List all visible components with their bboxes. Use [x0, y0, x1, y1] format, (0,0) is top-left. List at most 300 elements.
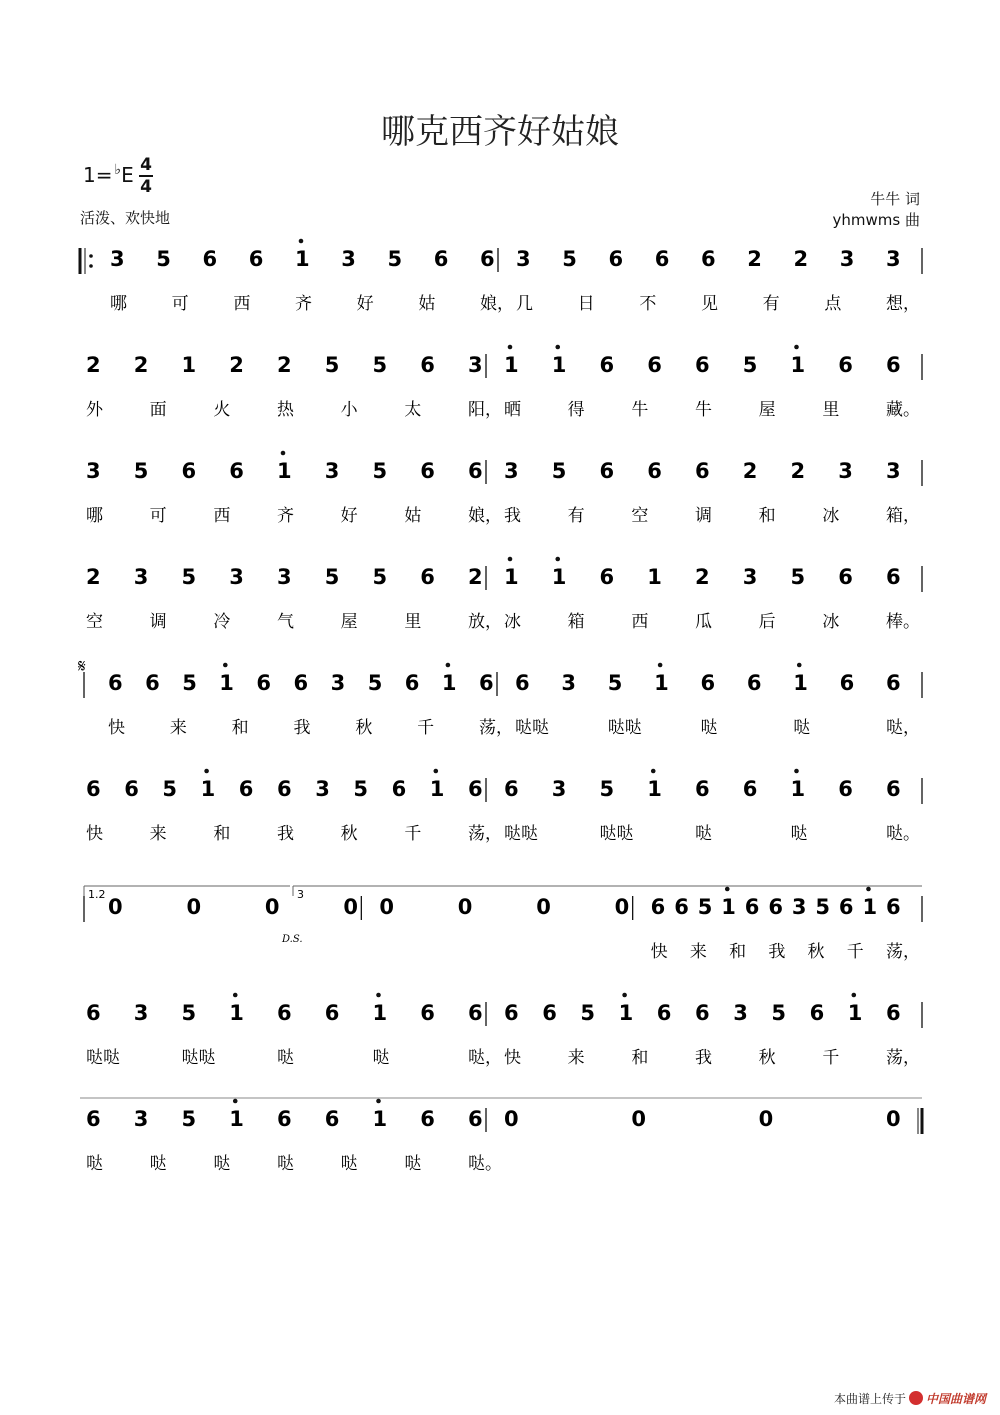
lyric-syllable: 我 [768, 942, 786, 962]
lyric-syllable: 荡， [886, 1048, 920, 1068]
note-digit: 1 [790, 353, 806, 377]
note-digit: 6 [248, 247, 264, 271]
note-digit: 6 [838, 777, 853, 801]
high-octave-dot [797, 663, 802, 668]
note-digit: 6 [650, 895, 666, 919]
lyric-syllable: 调 [695, 506, 712, 526]
note-digit: 3 [133, 1001, 149, 1025]
note-digit: 1 [647, 777, 662, 801]
note-digit: 5 [372, 353, 388, 377]
lyric-syllable: 箱 [567, 612, 585, 632]
note-digit: 5 [815, 895, 831, 919]
note-digit: 1 [200, 777, 216, 801]
high-octave-dot [658, 663, 663, 668]
lyricist-credit: 牛牛 词 [870, 190, 920, 208]
note-digit: 5 [742, 353, 758, 377]
note-digit: 1 [295, 247, 310, 271]
high-octave-dot [725, 887, 730, 892]
lyric-syllable: 来 [567, 1048, 585, 1068]
note-digit: 6 [504, 777, 519, 801]
lyric-syllable: 面 [149, 400, 167, 420]
time-top: 4 [140, 155, 152, 175]
note-digit: 6 [701, 247, 716, 271]
note-digit: 5 [607, 671, 623, 695]
note-digit: 1 [229, 1107, 244, 1131]
note-digit: 0 [886, 1107, 901, 1131]
high-octave-dot [204, 769, 209, 774]
lyric-syllable: 可 [149, 506, 167, 526]
lyric-syllable: 哒。 [468, 1154, 502, 1174]
lyric-syllable: 快 [650, 942, 668, 962]
note-digit: 6 [86, 1001, 101, 1025]
lyric-syllable: 太 [404, 400, 422, 420]
note-digit: 3 [133, 1107, 149, 1131]
high-octave-dot [376, 1099, 381, 1104]
high-octave-dot [555, 557, 560, 562]
lyric-syllable: 娘， [480, 294, 514, 314]
lyric-syllable: 哒 [213, 1154, 231, 1174]
high-octave-dot [852, 993, 857, 998]
high-octave-dot [281, 451, 286, 456]
note-digit: 6 [480, 247, 495, 271]
lyric-syllable: 千 [404, 824, 422, 844]
lyric-syllable: 哒， [886, 718, 920, 738]
lyric-syllable: 秋 [758, 1048, 776, 1068]
note-digit: 5 [182, 671, 197, 695]
note-digit: 5 [580, 1001, 596, 1025]
note-digit: 6 [420, 1001, 435, 1025]
lyric-syllable: 哒， [468, 1048, 502, 1068]
note-digit: 6 [674, 895, 689, 919]
note-digit: 3 [133, 565, 149, 589]
note-digit: 1 [721, 895, 736, 919]
lyric-syllable: 阳， [468, 400, 502, 420]
note-digit: 6 [886, 777, 901, 801]
lyric-syllable: 快 [504, 1048, 521, 1068]
high-octave-dot [299, 239, 304, 244]
lyric-syllable: 西 [213, 506, 231, 526]
lyric-syllable: 姑 [418, 294, 436, 314]
note-digit: 5 [790, 565, 806, 589]
lyric-syllable: 好 [340, 506, 358, 526]
volta-3-label: 3 [297, 888, 304, 901]
note-digit: 6 [886, 353, 901, 377]
note-digit: 3 [330, 671, 346, 695]
note-digit: 5 [181, 1001, 197, 1025]
note-digit: 6 [277, 777, 292, 801]
note-digit: 3 [551, 777, 567, 801]
note-digit: 1 [862, 895, 878, 919]
lyric-syllable: 哒 [372, 1048, 390, 1068]
lyric-syllable: 牛 [695, 400, 712, 420]
lyric-syllable: 里 [822, 400, 840, 420]
lyric-syllable: 点 [824, 294, 842, 314]
footer-site: 中国曲谱网 [925, 1392, 986, 1406]
note-digit: 1 [647, 565, 662, 589]
note-digit: 3 [504, 459, 519, 483]
note-digit: 3 [516, 247, 531, 271]
note-digit: 3 [341, 247, 356, 271]
lyric-syllable: 火 [213, 400, 231, 420]
key-prefix: 1= [83, 163, 113, 187]
note-digit: 1 [181, 353, 197, 377]
lyric-syllable: 箱， [886, 506, 920, 526]
note-digit: 6 [654, 247, 670, 271]
note-digit: 1 [277, 459, 292, 483]
lyric-syllable: 千 [417, 718, 435, 738]
high-octave-dot [434, 769, 439, 774]
note-digit: 3 [277, 565, 292, 589]
note-digit: 6 [695, 777, 710, 801]
note-digit: 6 [293, 671, 309, 695]
note-digit: 6 [324, 1001, 340, 1025]
note-digit: 2 [747, 247, 762, 271]
note-digit: 0 [186, 895, 202, 919]
lyric-syllable: 热 [277, 400, 294, 420]
note-digit: 6 [433, 247, 449, 271]
note-digit: 6 [124, 777, 139, 801]
lyric-syllable: 好 [356, 294, 374, 314]
lyric-syllable: 姑 [404, 506, 422, 526]
note-digit: 0 [536, 895, 551, 919]
lyric-syllable: 哒 [277, 1048, 294, 1068]
note-digit: 1 [219, 671, 234, 695]
note-digit: 1 [229, 1001, 244, 1025]
lyric-syllable: 荡， [468, 824, 502, 844]
composer-credit: yhmwms 曲 [832, 211, 920, 229]
lyric-syllable: 齐 [277, 506, 294, 526]
note-digit: 6 [420, 1107, 435, 1131]
note-digit: 3 [886, 459, 901, 483]
note-digit: 5 [181, 1107, 197, 1131]
note-digit: 5 [372, 459, 388, 483]
volta-1-2-label: 1.2 [88, 888, 106, 901]
note-digit: 0 [108, 895, 123, 919]
note-digit: 5 [771, 1001, 787, 1025]
note-digit: 5 [156, 247, 171, 271]
lyric-syllable: 秋 [340, 824, 358, 844]
note-digit: 6 [238, 777, 254, 801]
footer-text: 本曲谱上传于 [833, 1392, 906, 1406]
note-digit: 6 [277, 1107, 292, 1131]
note-digit: 1 [793, 671, 808, 695]
high-octave-dot [376, 993, 381, 998]
note-digit: 0 [614, 895, 630, 919]
note-digit: 1 [504, 565, 519, 589]
note-digit: 6 [504, 1001, 519, 1025]
note-digit: 5 [324, 353, 340, 377]
note-digit: 6 [86, 777, 101, 801]
lyric-syllable: 空 [86, 612, 103, 632]
high-octave-dot [555, 345, 560, 350]
lyric-syllable: 牛 [631, 400, 649, 420]
note-digit: 5 [372, 565, 388, 589]
lyric-syllable: 气 [277, 612, 294, 632]
lyric-syllable: 来 [169, 718, 187, 738]
lyric-syllable: 西 [233, 294, 251, 314]
note-digit: 6 [86, 1107, 101, 1131]
note-digit: 0 [631, 1107, 646, 1131]
note-digit: 3 [791, 895, 807, 919]
note-digit: 6 [886, 1001, 901, 1025]
note-digit: 6 [838, 895, 854, 919]
lyric-syllable: 见 [701, 294, 718, 314]
lyric-syllable: 冰 [504, 612, 521, 632]
lyric-syllable: 放， [468, 612, 502, 632]
high-octave-dot [223, 663, 228, 668]
note-digit: 2 [86, 565, 101, 589]
high-octave-dot [622, 993, 627, 998]
lyric-syllable: 哒哒 [515, 718, 549, 738]
lyric-syllable: 屋 [340, 612, 358, 632]
note-digit: 6 [404, 671, 420, 695]
note-digit: 6 [647, 459, 662, 483]
note-digit: 2 [790, 459, 806, 483]
note-digit: 6 [420, 459, 435, 483]
note-digit: 2 [695, 565, 710, 589]
note-digit: 3 [315, 777, 330, 801]
lyric-syllable: 我 [293, 718, 311, 738]
note-digit: 2 [468, 565, 483, 589]
lyric-syllable: 哒 [86, 1154, 103, 1174]
lyric-syllable: 哒 [340, 1154, 358, 1174]
lyric-syllable: 哪 [86, 506, 103, 526]
lyric-syllable: 调 [149, 612, 167, 632]
note-digit: 6 [656, 1001, 672, 1025]
note-digit: 0 [457, 895, 473, 919]
lyric-syllable: 哒哒 [504, 824, 538, 844]
note-digit: 6 [468, 1001, 483, 1025]
high-octave-dot [446, 663, 451, 668]
key-note: E [121, 163, 134, 187]
note-digit: 3 [839, 247, 855, 271]
footer-credit [834, 1390, 986, 1407]
note-digit: 1 [790, 777, 806, 801]
site-logo-icon [909, 1391, 923, 1405]
high-octave-dot [794, 345, 799, 350]
note-digit: 1 [372, 1001, 388, 1025]
note-digit: 0 [758, 1107, 774, 1131]
high-octave-dot [508, 557, 513, 562]
note-digit: 3 [733, 1001, 748, 1025]
note-digit: 6 [695, 1001, 710, 1025]
lyric-syllable: 荡， [886, 942, 920, 962]
note-digit: 6 [420, 565, 435, 589]
lyric-syllable: 里 [404, 612, 422, 632]
note-digit: 6 [695, 459, 710, 483]
lyric-syllable: 荡， [479, 718, 513, 738]
note-digit: 6 [809, 1001, 825, 1025]
lyric-syllable: 快 [108, 718, 125, 738]
note-digit: 2 [133, 353, 149, 377]
note-digit: 6 [515, 671, 530, 695]
note-digit: 6 [145, 671, 160, 695]
lyric-syllable: 秋 [355, 718, 373, 738]
note-digit: 1 [551, 565, 567, 589]
lyric-syllable: 冰 [822, 612, 840, 632]
note-digit: 2 [793, 247, 809, 271]
note-digit: 6 [647, 353, 662, 377]
note-digit: 6 [768, 895, 783, 919]
note-digit: 3 [110, 247, 125, 271]
lyric-syllable: 得 [567, 400, 585, 420]
note-digit: 2 [86, 353, 101, 377]
note-digit: 0 [379, 895, 394, 919]
lyric-syllable: 屋 [758, 400, 776, 420]
note-digit: 5 [353, 777, 369, 801]
lyric-syllable: 哒哒 [181, 1048, 216, 1068]
note-digit: 1 [618, 1001, 634, 1025]
lyric-syllable: 哒 [793, 718, 811, 738]
lyric-syllable: 我 [277, 824, 294, 844]
note-digit: 1 [654, 671, 669, 695]
note-digit: 5 [367, 671, 383, 695]
lyric-syllable: 冷 [213, 612, 231, 632]
lyric-syllable: 有 [567, 506, 585, 526]
note-digit: 5 [697, 895, 713, 919]
note-digit: 3 [324, 459, 340, 483]
note-digit: 1 [429, 777, 445, 801]
note-digit: 0 [504, 1107, 519, 1131]
lyric-syllable: 齐 [295, 294, 312, 314]
lyric-syllable: 快 [86, 824, 103, 844]
lyric-syllable: 来 [149, 824, 167, 844]
lyric-syllable: 哒 [790, 824, 808, 844]
lyric-syllable: 我 [504, 506, 521, 526]
lyric-syllable: 哒哒 [86, 1048, 120, 1068]
lyric-syllable: 哒 [700, 718, 718, 738]
lyric-syllable: 哒 [277, 1154, 294, 1174]
note-digit: 6 [742, 777, 758, 801]
note-digit: 6 [838, 353, 853, 377]
high-octave-dot [866, 887, 871, 892]
lyric-syllable: 和 [231, 718, 249, 738]
note-digit: 3 [561, 671, 576, 695]
note-digit: 3 [742, 565, 758, 589]
note-digit: 3 [468, 353, 483, 377]
note-digit: 6 [695, 353, 710, 377]
flat-sign: ♭ [114, 162, 122, 178]
note-digit: 6 [838, 565, 853, 589]
note-digit: 6 [599, 353, 615, 377]
note-digit: 6 [202, 247, 218, 271]
lyric-syllable: 哒 [695, 824, 712, 844]
lyric-syllable: 哒哒 [607, 718, 642, 738]
note-digit: 6 [181, 459, 197, 483]
time-bottom: 4 [140, 177, 152, 197]
note-digit: 6 [608, 247, 624, 271]
lyric-syllable: 娘， [468, 506, 502, 526]
note-digit: 3 [229, 565, 244, 589]
note-digit: 6 [746, 671, 762, 695]
note-digit: 6 [108, 671, 123, 695]
lyric-syllable: 后 [758, 612, 776, 632]
lyric-syllable: 和 [729, 942, 747, 962]
lyric-syllable: 外 [86, 400, 103, 420]
lyric-syllable: 不 [639, 294, 657, 314]
lyric-syllable: 哒。 [886, 824, 920, 844]
note-digit: 6 [886, 895, 901, 919]
note-digit: 3 [886, 247, 901, 271]
lyric-syllable: 可 [171, 294, 189, 314]
lyric-syllable: 小 [340, 400, 358, 420]
high-octave-dot [508, 345, 513, 350]
note-digit: 5 [551, 459, 567, 483]
lyric-syllable: 千 [822, 1048, 840, 1068]
note-digit: 6 [324, 1107, 340, 1131]
note-digit: 5 [599, 777, 615, 801]
note-digit: 6 [420, 353, 435, 377]
note-digit: 6 [542, 1001, 557, 1025]
note-digit: 2 [277, 353, 292, 377]
lyric-syllable: 和 [758, 506, 776, 526]
note-digit: 5 [562, 247, 577, 271]
note-digit: 6 [599, 565, 615, 589]
lyric-syllable: 我 [695, 1048, 712, 1068]
high-octave-dot [651, 769, 656, 774]
lyric-syllable: 棒。 [886, 612, 920, 632]
repeat-dot [89, 264, 93, 268]
note-digit: 1 [441, 671, 457, 695]
note-digit: 5 [387, 247, 403, 271]
high-octave-dot [794, 769, 799, 774]
ds-marking: D.S. [282, 934, 303, 945]
lyric-syllable: 想， [886, 294, 920, 314]
note-digit: 5 [324, 565, 340, 589]
lyric-syllable: 哒 [149, 1154, 167, 1174]
note-digit: 6 [391, 777, 407, 801]
high-octave-dot [233, 993, 238, 998]
note-digit: 6 [839, 671, 855, 695]
note-digit: 6 [229, 459, 244, 483]
lyric-syllable: 和 [213, 824, 231, 844]
lyric-syllable: 空 [631, 506, 649, 526]
note-digit: 0 [343, 895, 358, 919]
lyric-syllable: 千 [846, 942, 864, 962]
lyric-syllable: 和 [631, 1048, 649, 1068]
note-digit: 6 [744, 895, 760, 919]
lyric-syllable: 有 [762, 294, 780, 314]
lyric-syllable: 晒 [504, 400, 521, 420]
lyric-syllable: 藏。 [886, 400, 920, 420]
lyric-syllable: 哒 [404, 1154, 422, 1174]
note-digit: 1 [551, 353, 567, 377]
note-digit: 1 [504, 353, 519, 377]
note-digit: 5 [181, 565, 197, 589]
note-digit: 6 [599, 459, 615, 483]
lyric-syllable: 瓜 [695, 612, 712, 632]
note-digit: 1 [372, 1107, 388, 1131]
note-digit: 6 [479, 671, 494, 695]
lyric-syllable: 哒哒 [599, 824, 634, 844]
note-digit: 3 [86, 459, 101, 483]
segno-sign: 𝄋 [78, 656, 86, 677]
note-digit: 6 [468, 1107, 483, 1131]
note-digit: 2 [229, 353, 244, 377]
note-digit: 6 [700, 671, 716, 695]
lyric-syllable: 几 [516, 294, 533, 314]
note-digit: 1 [847, 1001, 863, 1025]
note-digit: 6 [468, 777, 483, 801]
note-digit: 6 [886, 565, 901, 589]
note-digit: 6 [256, 671, 272, 695]
lyric-syllable: 西 [631, 612, 649, 632]
lyric-syllable: 来 [689, 942, 707, 962]
repeat-dot [89, 254, 93, 258]
note-digit: 6 [468, 459, 483, 483]
song-title: 哪克西齐好姑娘 [381, 112, 619, 152]
lyric-syllable: 冰 [822, 506, 840, 526]
